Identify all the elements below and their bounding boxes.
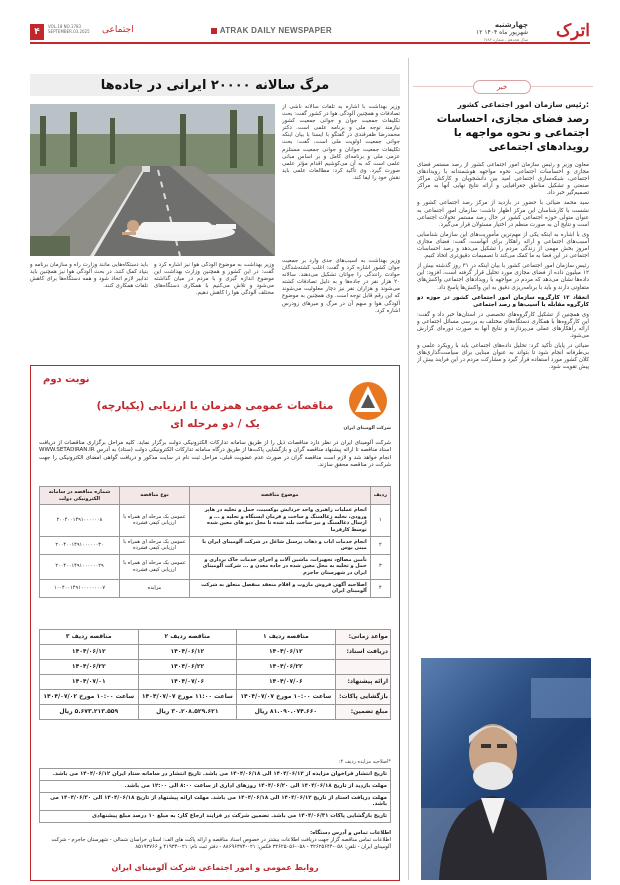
row-type: مزایده [120, 579, 190, 597]
ad-signature: روابط عمومی و امور اجتماعی شرکت آلومینای ایران [111, 863, 319, 872]
schedule-value: ۱۴۰۴/۰۷/۰۶ [138, 675, 237, 690]
right-column [413, 58, 593, 880]
paragraph: وی همچنین از تشکیل کارگروه‌های تخصصی در استان‌ها خبر داد و گفت: این کارگروه‌ها با همکاری دستگاه‌های مختلف به بررسی مسائل اجتماعی و ارائه راهکارهای عملی می‌پردازند و نتایج آنها به صورت دوره‌ای گزارش می‌شود. [417, 311, 589, 340]
date-block [476, 22, 528, 43]
volume-line: VOL.18 NO.1783 [48, 24, 82, 29]
row-subject: اصلاحیه آگهی فروش مازوت و اقلام منعقد منفصل متعلق به شرکت آلومینای ایران [190, 579, 371, 597]
schedule-value: ۱۴۰۴/۰۶/۲۲ [237, 660, 336, 675]
article-column-middle: وزیر بهداشت به آسیب‌های جدی وارد بر جمعیت جوان کشور اشاره کرد و گفت: اغلب کشته‌شدگان حوادث رانندگی را جوانان تشکیل می‌دهند. سالانه ۲۰ هزار نفر در جاده‌ها و به دلیل تصادفات کشته می‌شوند و هزاران نفر نیز دچار معلولیت می‌شوند که این رقم قابل توجه است. وی همچنین به موضوع آلودگی هوا و سهم آن در مرگ و میرهای زودرس اشاره کرد. [282, 258, 400, 314]
auction-dates-table [39, 768, 391, 823]
article-column-right: وزیر بهداشت با اشاره به تلفات سالانه ناشی از تصادفات و همچنین آلودگی هوا در کشور گفت: بحث تکلیفات جمعیت جوان و جوانی جمعیت کشور نیازمند توجه ملی و برنامه علمی است. دکتر محمدرضا ظفرقندی در گفتگو با ایسنا با بیان اینکه جوانی جمعیت اولویت ملی است، گفت: بحث تکلیفات جمعیت جوانان و جوانی جمعیت مستلزم عزمی ملی و برنامه‌ای کامل و بر اساس مبانی علمی است که به آن می‌کوشیم اقدام مؤثر علمی صورت گیرد. وی تأکید کرد: مطالعات علمی باید نقش خود را ایفا کند. [282, 104, 400, 181]
contact-title: اطلاعات تماس و آدرس دستگاه: [310, 830, 391, 836]
schedule-row [40, 660, 391, 675]
table-row [40, 536, 391, 554]
tender-subtitle: یک / دو مرحله ای [170, 418, 260, 430]
table-row [40, 505, 391, 536]
news-badge: خبر [473, 80, 531, 94]
date-meta: سال هجدهم ـ شماره ۱۷۸۳ [483, 37, 528, 42]
schedule-label: ارائه پیشنهاد: [335, 675, 390, 690]
schedule-value: ۱۴۰۴/۰۷/۰۶ [237, 675, 336, 690]
schedule-row [40, 645, 391, 660]
schedule-column-header: مواعد زمانی: [335, 630, 390, 645]
schedule-column-header: مناقصه ردیف ۱ [237, 630, 336, 645]
article-column-under-photo-right: وزیر بهداشت به موضوع آلودگی هوا نیز اشاره کرد و گفت: در این کشور و همچنین وزارت بهداشت این موضوع اندازه گیری و با مردم در میان گذاشته می‌شود و تلاش می‌کنیم با همکاری دستگاه‌های مختلف آلودگی هوا را کاهش دهیم. [154, 262, 274, 297]
schedule-value: ۸۱.۰۹۰.۰۷۴.۶۶۰ ریال [237, 705, 336, 720]
row-tender-number: ۲۰۰۴۰۰۱۴۹۱۰۰۰۰۰۰۳۰ [40, 536, 120, 554]
schedule-value: ۱۴۰۴/۰۶/۲۲ [138, 660, 237, 675]
paper-name-text: ATRAK DAILY NEWSPAPER [219, 26, 332, 35]
schedule-label: بازگشایی پاکات: [335, 690, 390, 705]
row-type: عمومی یک مرحله ای همراه با ارزیابی کیفی فشرده [120, 554, 190, 579]
newspaper-logo [534, 18, 590, 44]
schedule-value: ۳۰.۲۰۸.۵۲۹.۶۲۱ ریال [138, 705, 237, 720]
schedule-header-row [40, 630, 391, 645]
schedule-label: دریافت اسناد: [335, 645, 390, 660]
schedule-label: مبلغ تضمین: [335, 705, 390, 720]
turn-label: نوبت دوم [43, 374, 90, 385]
schedule-value: ۱۴۰۴/۰۶/۱۲ [138, 645, 237, 660]
article-kicker: رئیس سازمان امور اجتماعی کشور: [457, 100, 589, 109]
alumina-company-logo [347, 380, 389, 426]
tender-intro: شرکت آلومینای ایران در نظر دارد مناقصات ذیل را از طریق سامانه تدارکات الکترونیکی دولت برگزار نماید. کلیه مراحل برگزاری مناقصات از دریافت اسناد مناقصه تا ارائه پیشنهاد مناقصه گران و بازگشایی پاکت‌ها از طریق درگاه سامانه تدارکات الکترونیکی دولت (ستاد) به آدرس WWW.SETADIRAN.IR انجام خواهد شد و لازم است مناقصه گران در صورت عدم عضویت قبلی، مراحل ثبت نام در سایت مذکور و دریافت گواهی امضای الکترونیکی را جهت شرکت در مناقصه محقق سازند. [39, 440, 391, 469]
volume-line: SEPTEMBER.03.2025 [48, 29, 90, 34]
tender-items-table [39, 486, 391, 598]
paragraph: معاون وزیر و رئیس سازمان امور اجتماعی کشور از رصد مستمر فضای مجازی و احساسات اجتماعی، نحوه مواجهه هوشمندانه با رویدادهای اجتماعی، شبکه‌سازی اجتماعی امید بین دانشجویان و کارکنان مراکز صنعتی و تشکیل مناطق جغرافیایی و ارائه نتایج نهایی آنها به مراکز تصمیم‌گیر خبر داد. [417, 162, 589, 197]
schedule-column-header: مناقصه ردیف ۲ [138, 630, 237, 645]
table-row [40, 554, 391, 579]
road-accident-photo [30, 104, 275, 256]
tender-title: مناقصات عمومی همزمان با ارزیابی (یکپارچه) [96, 400, 334, 412]
column-header: ردیف [370, 487, 390, 505]
paragraph: وی با اشاره به اینکه یکی از مهم‌ترین مأموریت‌های این سازمان شناسایی آسیب‌های اجتماعی و ارائه راهکار برای آنهاست، گفت: فضای مجازی امروز بخش مهمی از زندگی مردم را تشکیل می‌دهد و رصد احساسات اجتماعی در این فضا به ما کمک می‌کند تا تصمیمات دقیق‌تری اتخاذ کنیم. [417, 231, 589, 260]
paragraph: رئیس سازمان امور اجتماعی کشور با بیان اینکه در ۳۱ روز گذشته بیش از ۱۲ میلیون داده از فضای مجازی مورد تحلیل قرار گرفته است، افزود: این داده‌ها نشان می‌دهد که مردم در مواجهه با رویدادهای اجتماعی واکنش‌های متفاوتی دارند و باید با برنامه‌ریزی دقیق به این واکنش‌ها پاسخ داد. [417, 263, 589, 291]
schedule-value: ۱۴۰۴/۰۶/۱۲ [237, 645, 336, 660]
volume-info [48, 24, 90, 34]
row-number: ۴ [370, 579, 390, 597]
table-header-row [40, 487, 391, 505]
auction-note: *اصلاحیه مزایده ردیف ۴: [338, 759, 391, 765]
schedule-value: ۱۴۰۴/۰۷/۰۱ [40, 675, 139, 690]
dates-text: تاریخ بازگشایی پاکات ۱۴۰۴/۰۶/۳۱ می باشد. تضمین شرکت در فرایند ارجاع کار: به مبلغ ۱۰ درصد مبلغ پیشنهادی [40, 811, 391, 823]
tender-advertisement [30, 365, 400, 881]
schedule-value: ساعت ۱۰:۰۰ مورخ ۱۴۰۴/۰۷/۰۲ [40, 690, 139, 705]
dates-row [40, 792, 391, 811]
subheading: انعقاد ۱۲ کارگروه سازمان امور اجتماعی کشور در حوزه دو کارگروه مقابله با آسیب‌ها و رصد اجتماعی [417, 294, 589, 308]
schedule-column-header: مناقصه ردیف ۳ [40, 630, 139, 645]
row-tender-number: ۲۰۰۴۰۰۱۴۹۱۰۰۰۰۰۰۲۹ [40, 554, 120, 579]
column-divider [408, 58, 409, 880]
column-header: موضوع مناقصه [190, 487, 371, 505]
schedule-label [335, 660, 390, 675]
row-tender-number: ۱۰۰۴۰۰۱۴۹۱۰۰۰۰۰۰۰۰۷ [40, 579, 120, 597]
row-number: ۱ [370, 505, 390, 536]
row-number: ۳ [370, 554, 390, 579]
date-day: چهارشنبه [494, 21, 528, 29]
paper-name [211, 26, 332, 35]
contact-text: اطلاعات تماس مناقصه گزار جهت دریافت اطلاعات بیشتر در خصوص اسناد مناقصه و ارائه پاکت های الف: استان خراسان شمالی - شهرستان جاجرم - شرکت آلومینای ایران - تلفن: ۰۵۸-۳۲۶۲۵۶۴۴ - ۰۵۸-۳۲۶۲۵۰۵۶ فکس: ۰۲۱-۸۸۶۹۶۳۷۴ - دفتر ثبت نام: ۰۲۱-۴۱۹۳۴ و ۸۵۱۹۳۷۶۶ [51, 837, 391, 850]
row-number: ۲ [370, 536, 390, 554]
section-label: اجتماعی [102, 25, 134, 35]
schedule-value: ساعت ۱۰:۰۰ مورخ ۱۴۰۴/۰۷/۰۷ [237, 690, 336, 705]
date-shamsi: ۱۲ شهریور ماه ۱۴۰۴ [475, 29, 528, 36]
schedule-table [39, 629, 391, 720]
row-type: عمومی یک مرحله ای همراه با ارزیابی کیفی فشرده [120, 505, 190, 536]
column-header: نوع مناقصه [120, 487, 190, 505]
contact-info [39, 830, 391, 851]
paragraph: سید محمد ضیائی با حضور در بازدید از مرکز رصد اجتماعی کشور و نشست با کارشناسان این مرکز اظهار داشت: سازمان امور اجتماعی به عنوان متولی حوزه اجتماعی کشور در حال رصد مستمر تحولات اجتماعی است و نتایج آن به صورت منظم در اختیار مسئولان قرار می‌گیرد. [417, 200, 589, 228]
paragraph: ضیائی در پایان تأکید کرد: تحلیل داده‌های اجتماعی باید با رویکرد علمی و بی‌طرفانه انجام شود تا بتواند به عنوان مبنایی برای سیاست‌گذاری‌های کلان کشور مورد استفاده قرار گیرد و مشارکت مردم در این فرایند بیش از پیش تقویت شود. [417, 343, 589, 371]
dates-text: مهلت بازدید از تاریخ ۱۴۰۴/۰۶/۱۸ الی ۱۴۰۴/۰۶/۲۰ روزهای اداری از ساعت ۸:۰۰ الی ۱۲:۰۰ می باشد. [40, 780, 391, 792]
dates-text: تاریخ انتشار فراخوان مزایده از ۱۴۰۴/۰۶/۱۲ الی ۱۴۰۴/۰۶/۱۸ می باشد. تاریخ انتشار در سامانه ستاد ایران ۱۴۰۴/۰۶/۱۲ می باشد. [40, 769, 391, 781]
schedule-value: ساعت ۱۱:۰۰ مورخ ۱۴۰۴/۰۷/۰۷ [138, 690, 237, 705]
article-body-right [417, 162, 589, 650]
table-row [40, 579, 391, 597]
row-subject: انجام عملیات راهبری واحد خردایش بوکسیت، حمل و تخلیه در هاپر ورودی، تخلیه زغالسنگ و ساخت و فرمان ایستگاه و تخلیه و ... و ارسال ذغالسنگ و نیز ساخت بلند شده تا محل دپو های معین شده توسط کارفرما [190, 505, 371, 536]
schedule-row [40, 705, 391, 720]
article-body [30, 104, 400, 354]
dates-row [40, 769, 391, 781]
article-headline: رصد فضای مجازی، احساسات اجتماعی و نحوه مواجهه با رویدادهای اجتماعی [436, 113, 589, 153]
article-title: مرگ سالانه ۲۰۰۰۰ ایرانی در جاده‌ها [100, 78, 330, 93]
dates-row [40, 780, 391, 792]
square-bullet-icon [211, 28, 217, 34]
page-header [30, 22, 590, 44]
dates-row [40, 811, 391, 823]
row-tender-number: ۲۰۰۴۰۰۱۴۹۱۰۰۰۰۰۰۸ [40, 505, 120, 536]
schedule-row [40, 690, 391, 705]
article-column-under-photo-left: باید دستگاه‌هایی مانند وزارت راه و سازمان برنامه و بنیاد کمک کنند. در بحث آلودگی هوا نیز همچنین باید تدابیر لازم اتخاذ شود و همه دستگاه‌ها برای کاهش تلفات همکاری کنند. [30, 262, 148, 290]
schedule-row [40, 675, 391, 690]
schedule-value: ۵.۶۷۳.۲۱۳.۵۵۹ ریال [40, 705, 139, 720]
page-number: ۴ [30, 24, 44, 40]
official-portrait-photo [421, 658, 591, 880]
logo-text: اترک [555, 21, 590, 41]
row-subject: تأمین مصالح، تجهیزات، ماشین آلات و اجرای خدمات خاک برداری و حمل و تخلیه به محل معین شده در جاده معدن و ... شرکت آلومینای ایران در شهرستان جاجرم [190, 554, 371, 579]
row-subject: انجام خدمات ایاب و ذهاب پرسنل شاغل در شرکت آلومینای ایران با مینی بوس [190, 536, 371, 554]
schedule-value: ۱۴۰۴/۰۶/۱۲ [40, 645, 139, 660]
company-name: شرکت آلومینای ایران [343, 426, 391, 431]
row-type: عمومی یک مرحله ای همراه با ارزیابی کیفی فشرده [120, 536, 190, 554]
column-header: شماره مناقصه در سامانه الکترونیکی دولت [40, 487, 120, 505]
dates-text: مهلت دریافت اسناد از تاریخ ۱۴۰۴/۰۶/۱۲ الی ۱۴۰۴/۰۶/۱۸ می باشد. مهلت ارائه پیشنهاد از تاریخ ۱۴۰۴/۰۶/۱۸ الی ۱۴۰۴/۰۶/۳۰ می باشد. [40, 792, 391, 811]
schedule-value: ۱۴۰۴/۰۶/۲۲ [40, 660, 139, 675]
